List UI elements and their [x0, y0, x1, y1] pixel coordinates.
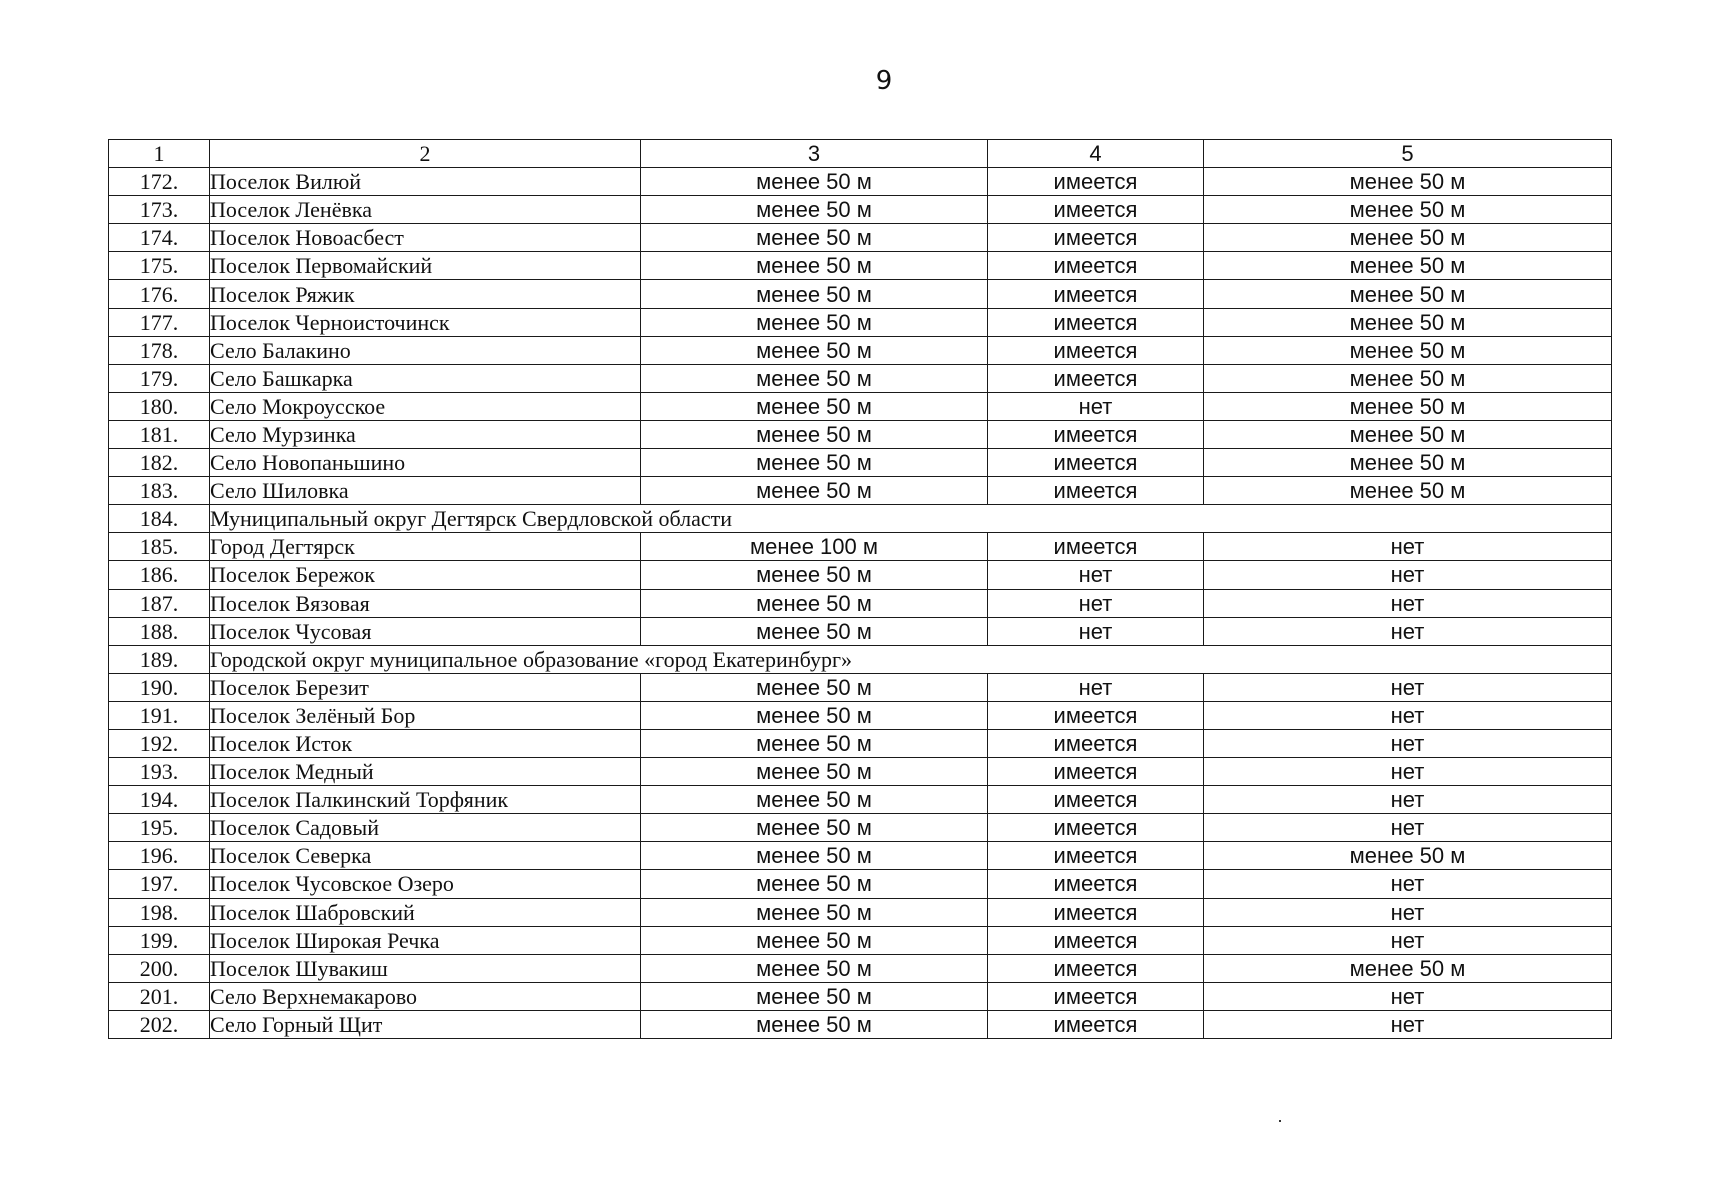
row-number: 187.: [109, 589, 210, 617]
row-number: 184.: [109, 505, 210, 533]
settlement-name: Поселок Исток: [210, 729, 641, 757]
column-4-value: имеется: [988, 1010, 1204, 1038]
column-4-value: имеется: [988, 280, 1204, 308]
column-3-value: менее 50 м: [641, 196, 988, 224]
column-3-value: менее 50 м: [641, 617, 988, 645]
column-5-value: нет: [1204, 729, 1612, 757]
column-5-value: нет: [1204, 617, 1612, 645]
row-number: 188.: [109, 617, 210, 645]
settlements-table: [108, 139, 1612, 1039]
column-4-value: нет: [988, 673, 1204, 701]
row-number: 193.: [109, 758, 210, 786]
column-5-value: менее 50 м: [1204, 308, 1612, 336]
row-number: 190.: [109, 673, 210, 701]
table-row: [109, 1010, 1612, 1038]
table-row: [109, 477, 1612, 505]
settlement-name: Поселок Первомайский: [210, 252, 641, 280]
settlement-name: Поселок Вилюй: [210, 168, 641, 196]
column-5-value: менее 50 м: [1204, 477, 1612, 505]
column-5-value: менее 50 м: [1204, 954, 1612, 982]
column-4-value: имеется: [988, 196, 1204, 224]
table-row: [109, 224, 1612, 252]
section-title: Городской округ муниципальное образование «город Екатеринбург»: [210, 645, 1612, 673]
table-row: [109, 701, 1612, 729]
row-number: 176.: [109, 280, 210, 308]
row-number: 177.: [109, 308, 210, 336]
column-4-value: нет: [988, 589, 1204, 617]
column-3-value: менее 50 м: [641, 701, 988, 729]
settlement-name: Поселок Бережок: [210, 561, 641, 589]
row-number: 194.: [109, 786, 210, 814]
row-number: 175.: [109, 252, 210, 280]
column-4-value: имеется: [988, 982, 1204, 1010]
column-3-value: менее 50 м: [641, 336, 988, 364]
column-4-value: имеется: [988, 870, 1204, 898]
column-3-value: менее 50 м: [641, 758, 988, 786]
settlement-name: Поселок Новоасбест: [210, 224, 641, 252]
scan-speck: [1279, 1120, 1281, 1122]
column-4-value: имеется: [988, 168, 1204, 196]
column-4-value: имеется: [988, 898, 1204, 926]
row-number: 199.: [109, 926, 210, 954]
column-5-value: нет: [1204, 786, 1612, 814]
settlement-name: Село Горный Щит: [210, 1010, 641, 1038]
settlement-name: Село Шиловка: [210, 477, 641, 505]
column-3-value: менее 50 м: [641, 814, 988, 842]
column-3-value: менее 50 м: [641, 168, 988, 196]
column-5-value: нет: [1204, 870, 1612, 898]
column-3-value: менее 50 м: [641, 954, 988, 982]
row-number: 196.: [109, 842, 210, 870]
column-4-value: имеется: [988, 364, 1204, 392]
column-5-value: нет: [1204, 701, 1612, 729]
table-row: [109, 280, 1612, 308]
column-3-value: менее 50 м: [641, 982, 988, 1010]
settlement-name: Село Новопаньшино: [210, 449, 641, 477]
row-number: 192.: [109, 729, 210, 757]
table-row: [109, 673, 1612, 701]
column-3-value: менее 50 м: [641, 420, 988, 448]
row-number: 202.: [109, 1010, 210, 1038]
column-4-value: имеется: [988, 308, 1204, 336]
column-3-value: менее 100 м: [641, 533, 988, 561]
table-row: [109, 982, 1612, 1010]
row-number: 181.: [109, 420, 210, 448]
row-number: 172.: [109, 168, 210, 196]
column-5-value: нет: [1204, 758, 1612, 786]
section-title: Муниципальный округ Дегтярск Свердловской области: [210, 505, 1612, 533]
settlement-name: Поселок Шабровский: [210, 898, 641, 926]
column-4-value: имеется: [988, 814, 1204, 842]
row-number: 180.: [109, 392, 210, 420]
table-row: [109, 168, 1612, 196]
settlement-name: Поселок Вязовая: [210, 589, 641, 617]
row-number: 197.: [109, 870, 210, 898]
column-5-value: менее 50 м: [1204, 196, 1612, 224]
row-number: 200.: [109, 954, 210, 982]
header-row: [109, 140, 1612, 168]
settlement-name: Поселок Черноисточинск: [210, 308, 641, 336]
column-3-value: менее 50 м: [641, 280, 988, 308]
header-cell-1: 1: [109, 140, 210, 168]
settlement-name: Село Верхнемакарово: [210, 982, 641, 1010]
column-4-value: имеется: [988, 729, 1204, 757]
table-row: [109, 758, 1612, 786]
section-row: [109, 645, 1612, 673]
settlement-name: Поселок Садовый: [210, 814, 641, 842]
column-3-value: менее 50 м: [641, 589, 988, 617]
column-3-value: менее 50 м: [641, 449, 988, 477]
column-5-value: менее 50 м: [1204, 364, 1612, 392]
header-cell-2: 2: [210, 140, 641, 168]
column-5-value: менее 50 м: [1204, 252, 1612, 280]
column-5-value: менее 50 м: [1204, 336, 1612, 364]
table-row: [109, 926, 1612, 954]
table-row: [109, 870, 1612, 898]
column-5-value: нет: [1204, 1010, 1612, 1038]
row-number: 198.: [109, 898, 210, 926]
header-cell-5: 5: [1204, 140, 1612, 168]
settlement-name: Поселок Березит: [210, 673, 641, 701]
column-5-value: менее 50 м: [1204, 449, 1612, 477]
column-5-value: нет: [1204, 673, 1612, 701]
settlement-name: Город Дегтярск: [210, 533, 641, 561]
table-row: [109, 729, 1612, 757]
column-4-value: имеется: [988, 224, 1204, 252]
table-row: [109, 364, 1612, 392]
section-row: [109, 505, 1612, 533]
settlement-name: Поселок Чусовское Озеро: [210, 870, 641, 898]
table-row: [109, 336, 1612, 364]
column-4-value: имеется: [988, 701, 1204, 729]
row-number: 182.: [109, 449, 210, 477]
column-4-value: имеется: [988, 758, 1204, 786]
column-4-value: имеется: [988, 420, 1204, 448]
row-number: 201.: [109, 982, 210, 1010]
column-3-value: менее 50 м: [641, 392, 988, 420]
table-row: [109, 533, 1612, 561]
table-row: [109, 954, 1612, 982]
column-3-value: менее 50 м: [641, 252, 988, 280]
table-row: [109, 814, 1612, 842]
column-4-value: имеется: [988, 954, 1204, 982]
column-3-value: менее 50 м: [641, 729, 988, 757]
row-number: 178.: [109, 336, 210, 364]
row-number: 179.: [109, 364, 210, 392]
column-5-value: менее 50 м: [1204, 842, 1612, 870]
column-5-value: менее 50 м: [1204, 392, 1612, 420]
row-number: 191.: [109, 701, 210, 729]
table-row: [109, 617, 1612, 645]
column-5-value: нет: [1204, 561, 1612, 589]
table-row: [109, 392, 1612, 420]
settlement-name: Поселок Северка: [210, 842, 641, 870]
column-3-value: менее 50 м: [641, 842, 988, 870]
column-5-value: менее 50 м: [1204, 280, 1612, 308]
column-4-value: имеется: [988, 533, 1204, 561]
table-row: [109, 308, 1612, 336]
column-3-value: менее 50 м: [641, 926, 988, 954]
table-row: [109, 196, 1612, 224]
column-4-value: нет: [988, 392, 1204, 420]
settlement-name: Село Мурзинка: [210, 420, 641, 448]
row-number: 195.: [109, 814, 210, 842]
column-5-value: нет: [1204, 533, 1612, 561]
column-3-value: менее 50 м: [641, 561, 988, 589]
row-number: 185.: [109, 533, 210, 561]
column-4-value: имеется: [988, 477, 1204, 505]
column-4-value: имеется: [988, 449, 1204, 477]
settlement-name: Поселок Медный: [210, 758, 641, 786]
table-row: [109, 786, 1612, 814]
column-3-value: менее 50 м: [641, 898, 988, 926]
column-4-value: имеется: [988, 786, 1204, 814]
column-4-value: нет: [988, 561, 1204, 589]
column-5-value: менее 50 м: [1204, 420, 1612, 448]
column-5-value: нет: [1204, 589, 1612, 617]
settlement-name: Поселок Ряжик: [210, 280, 641, 308]
column-3-value: менее 50 м: [641, 364, 988, 392]
column-3-value: менее 50 м: [641, 673, 988, 701]
header-cell-4: 4: [988, 140, 1204, 168]
column-4-value: нет: [988, 617, 1204, 645]
header-cell-3: 3: [641, 140, 988, 168]
column-4-value: имеется: [988, 252, 1204, 280]
row-number: 189.: [109, 645, 210, 673]
settlement-name: Поселок Ленёвка: [210, 196, 641, 224]
table-row: [109, 252, 1612, 280]
settlement-name: Поселок Шувакиш: [210, 954, 641, 982]
column-3-value: менее 50 м: [641, 786, 988, 814]
table-row: [109, 449, 1612, 477]
column-4-value: имеется: [988, 926, 1204, 954]
settlement-name: Село Балакино: [210, 336, 641, 364]
settlement-name: Село Башкарка: [210, 364, 641, 392]
row-number: 173.: [109, 196, 210, 224]
table-row: [109, 420, 1612, 448]
column-4-value: имеется: [988, 336, 1204, 364]
settlement-name: Село Мокроусское: [210, 392, 641, 420]
column-5-value: нет: [1204, 982, 1612, 1010]
column-4-value: имеется: [988, 842, 1204, 870]
column-3-value: менее 50 м: [641, 1010, 988, 1038]
page-number: 9: [875, 66, 893, 96]
table-row: [109, 842, 1612, 870]
column-3-value: менее 50 м: [641, 224, 988, 252]
settlement-name: Поселок Чусовая: [210, 617, 641, 645]
column-3-value: менее 50 м: [641, 308, 988, 336]
column-5-value: менее 50 м: [1204, 168, 1612, 196]
column-3-value: менее 50 м: [641, 870, 988, 898]
settlement-name: Поселок Палкинский Торфяник: [210, 786, 641, 814]
row-number: 186.: [109, 561, 210, 589]
column-5-value: менее 50 м: [1204, 224, 1612, 252]
column-5-value: нет: [1204, 898, 1612, 926]
column-5-value: нет: [1204, 926, 1612, 954]
column-5-value: нет: [1204, 814, 1612, 842]
table-row: [109, 898, 1612, 926]
settlement-name: Поселок Зелёный Бор: [210, 701, 641, 729]
column-3-value: менее 50 м: [641, 477, 988, 505]
row-number: 183.: [109, 477, 210, 505]
table-row: [109, 589, 1612, 617]
settlement-name: Поселок Широкая Речка: [210, 926, 641, 954]
table-row: [109, 561, 1612, 589]
row-number: 174.: [109, 224, 210, 252]
